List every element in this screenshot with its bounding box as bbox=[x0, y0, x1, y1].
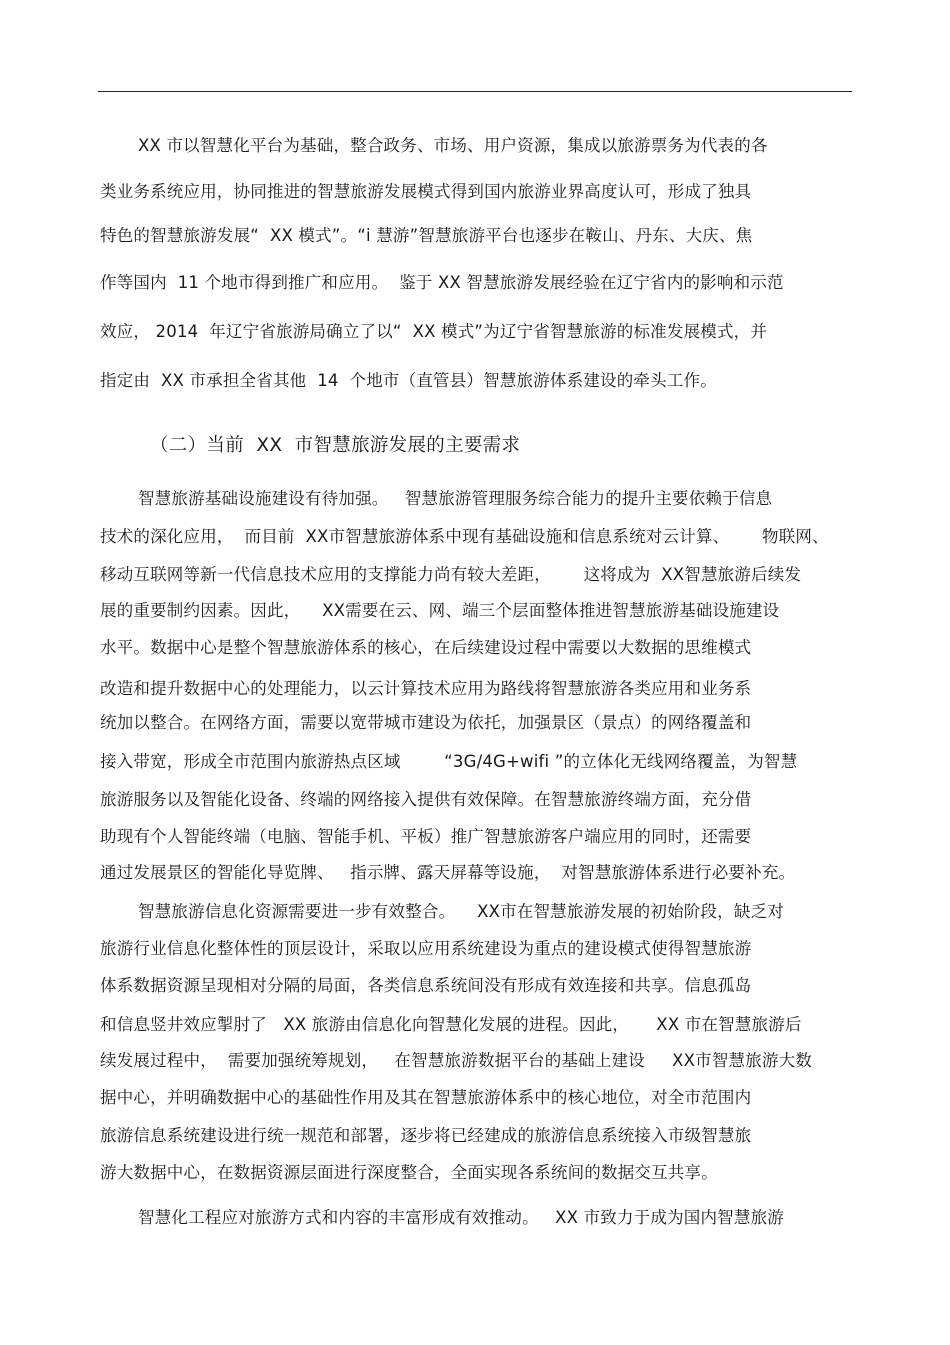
paragraph-1-line: XX 市以智慧化平台为基础，整合政务、市场、用户资源，集成以旅游票务为代表的各 bbox=[138, 136, 768, 155]
paragraph-2-line: 统加以整合。在网络方面，需要以宽带城市建设为依托，加强景区（景点）的网络覆盖和 bbox=[100, 713, 752, 732]
paragraph-3-line: 游大数据中心，在数据资源层面进行深度整合，全面实现各系统间的数据交互共享。 bbox=[100, 1163, 718, 1182]
paragraph-1-line: 特色的智慧旅游发展“ XX 模式”。“i 慧游”智慧旅游平台也逐步在鞍山、丹东、大庆、焦 bbox=[100, 226, 753, 245]
paragraph-2-line: 展的重要制约因素。因此， XX需要在云、网、端三个层面整体推进智慧旅游基础设施建设 bbox=[100, 601, 780, 620]
paragraph-1-line: 作等国内 11 个地市得到推广和应用。 鉴于 XX 智慧旅游发展经验在辽宁省内的影响和示范 bbox=[100, 273, 784, 292]
paragraph-2-line: 旅游服务以及智能化设备、终端的网络接入提供有效保障。在智慧旅游终端方面，充分借 bbox=[100, 790, 752, 809]
paragraph-4-line: 智慧化工程应对旅游方式和内容的丰富形成有效推动。 XX 市致力于成为国内智慧旅游 bbox=[138, 1208, 784, 1227]
paragraph-2-line: 移动互联网等新一代信息技术应用的支撑能力尚有较大差距， 这将成为 XX智慧旅游后续发 bbox=[100, 565, 802, 584]
paragraph-3-line: 续发展过程中， 需要加强统筹规划， 在智慧旅游数据平台的基础上建设 XX市智慧旅游大数 bbox=[100, 1051, 813, 1070]
paragraph-2-line: 水平。数据中心是整个智慧旅游体系的核心，在后续建设过程中需要以大数据的思维模式 bbox=[100, 638, 752, 657]
paragraph-2-line: 技术的深化应用， 而目前 XX市智慧旅游体系中现有基础设施和信息系统对云计算、 物联网、 bbox=[100, 527, 829, 546]
paragraph-2-line: 接入带宽，形成全市范围内旅游热点区域 “3G/4G+wifi ”的立体化无线网络覆盖，为智慧 bbox=[100, 752, 798, 771]
header-rule bbox=[98, 91, 852, 92]
paragraph-1-line: 指定由 XX 市承担全省其他 14 个地市（直管县）智慧旅游体系建设的牵头工作。 bbox=[100, 371, 717, 390]
paragraph-3-line: 和信息竖井效应掣肘了 XX 旅游由信息化向智慧化发展的进程。因此， XX 市在智慧旅游后 bbox=[100, 1015, 802, 1034]
paragraph-2-line: 智慧旅游基础设施建设有待加强。 智慧旅游管理服务综合能力的提升主要依赖于信息 bbox=[138, 489, 773, 508]
paragraph-2-line: 通过发展景区的智能化导览牌、 指示牌、露天屏幕等设施， 对智慧旅游体系进行必要补充。 bbox=[100, 863, 796, 882]
paragraph-1-line: 效应， 2014 年辽宁省旅游局确立了以“ XX 模式”为辽宁省智慧旅游的标准发展模式，并 bbox=[100, 322, 768, 341]
paragraph-3-line: 智慧旅游信息化资源需要进一步有效整合。 XX市在智慧旅游发展的初始阶段，缺乏对 bbox=[138, 902, 784, 921]
paragraph-2-line: 改造和提升数据中心的处理能力，以云计算技术应用为路线将智慧旅游各类应用和业务系 bbox=[100, 679, 752, 698]
paragraph-2-line: 助现有个人智能终端（电脑、智能手机、平板）推广智慧旅游客户端应用的同时，还需要 bbox=[100, 827, 752, 846]
paragraph-3-line: 体系数据资源呈现相对分隔的局面，各类信息系统间没有形成有效连接和共享。信息孤岛 bbox=[100, 976, 752, 995]
paragraph-3-line: 据中心，并明确数据中心的基础性作用及其在智慧旅游体系中的核心地位，对全市范围内 bbox=[100, 1088, 752, 1107]
section-heading: （二）当前 XX 市智慧旅游发展的主要需求 bbox=[150, 435, 521, 456]
paragraph-3-line: 旅游行业信息化整体性的顶层设计，采取以应用系统建设为重点的建设模式使得智慧旅游 bbox=[100, 939, 752, 958]
paragraph-1-line: 类业务系统应用，协同推进的智慧旅游发展模式得到国内旅游业界高度认可，形成了独具 bbox=[100, 182, 752, 201]
paragraph-3-line: 旅游信息系统建设进行统一规范和部署，逐步将已经建成的旅游信息系统接入市级智慧旅 bbox=[100, 1126, 752, 1145]
